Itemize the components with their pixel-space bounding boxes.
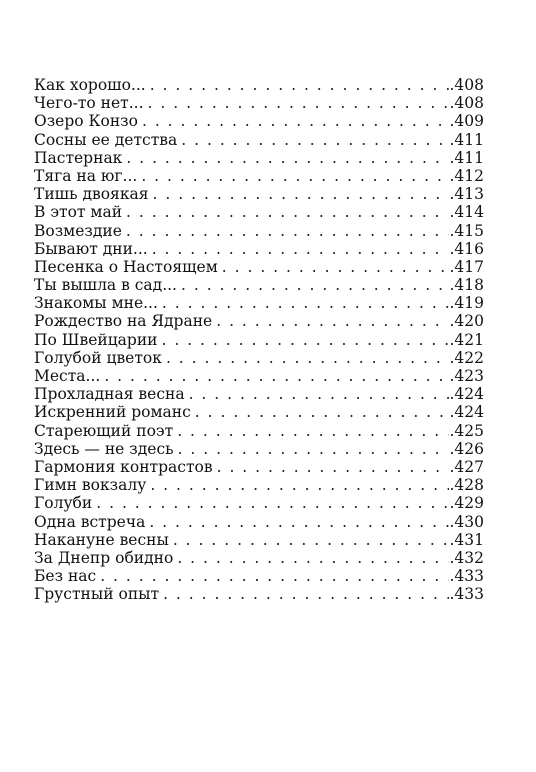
toc-entry-page: .425 [449,421,484,440]
toc-entry [34,331,484,349]
toc-entry-page: .408 [449,94,484,113]
toc-entry-title: Тяга на юг... [34,166,138,185]
toc-entry [34,367,484,385]
toc-entry [34,403,484,421]
toc-entry [34,513,484,531]
toc-entry-title: Песенка о Настоящем [34,257,218,276]
toc-entry [34,112,484,130]
toc-entry-page: .419 [449,294,484,313]
toc-entry [34,458,484,476]
toc-entry-title: Прохладная весна [34,385,185,404]
toc-dot-leader [222,258,450,276]
toc-entry [34,349,484,367]
toc-entry-page: .428 [449,476,484,495]
toc-dot-leader [142,112,450,130]
toc-entry-page: .416 [449,239,484,258]
toc-dot-leader [104,367,449,385]
toc-dot-leader [162,294,450,312]
toc-entry-page: .427 [449,457,484,476]
toc-entry-page: .415 [449,221,484,240]
toc-entry-title: Тишь двоякая [34,185,149,204]
toc-dot-leader [189,385,450,403]
toc-dot-leader [141,167,449,185]
toc-entry-title: Гармония контрастов [34,457,213,476]
toc-dot-leader [162,331,450,349]
toc-entry-title: Чего-то нет... [34,94,144,113]
toc-dot-leader [195,403,450,421]
toc-entry-page: .426 [449,439,484,458]
toc-entry-title: Без нас [34,567,97,586]
toc-entry [34,276,484,294]
toc-entry-title: Искренний романс [34,403,191,422]
toc-entry-page: .412 [449,166,484,185]
toc-entry-title: Одна встреча [34,512,146,531]
toc-entry-title: Знакомы мне... [34,294,158,313]
toc-entry-title: Сосны ее детства [34,130,178,149]
toc-entry-title: По Швейцарии [34,330,158,349]
toc-dot-leader [153,185,450,203]
toc-entry-title: Грустный опыт [34,585,160,604]
toc-entry-page: .433 [449,585,484,604]
toc-entry-title: За Днепр обидно [34,548,174,567]
toc-entry-page: .417 [449,257,484,276]
toc-dot-leader [96,494,449,512]
toc-dot-leader [126,149,449,167]
toc-entry-title: Бывают дни... [34,239,148,258]
toc-entry [34,385,484,403]
toc-entry [34,222,484,240]
toc-entry-page: .413 [449,185,484,204]
toc-entry-page: .424 [449,403,484,422]
toc-entry [34,567,484,585]
toc-entry [34,203,484,221]
toc-entry [34,422,484,440]
toc-dot-leader [163,585,449,603]
toc-dot-leader [181,131,449,149]
toc-entry-title: Голубой цветок [34,348,162,367]
toc-entry-title: Голуби [34,494,93,513]
toc-dot-leader [178,440,450,458]
toc-entry-page: .408 [449,76,484,94]
toc-dot-leader [217,458,450,476]
toc-entry-page: .423 [449,367,484,385]
toc-dot-leader [152,240,450,258]
toc-entry [34,94,484,112]
toc-entry-page: .411 [449,148,484,167]
toc-entry-page: .430 [449,512,484,531]
toc-entry [34,258,484,276]
toc-entry-page: .422 [449,348,484,367]
toc-entry [34,531,484,549]
toc-entry-title: Места... [34,367,101,385]
toc-entry [34,240,484,258]
toc-dot-leader [173,531,450,549]
toc-dot-leader [150,76,450,94]
toc-entry [34,476,484,494]
toc-entry-page: .432 [449,548,484,567]
toc-entry [34,440,484,458]
toc-entry-title: Накануне весны [34,530,169,549]
toc-entry-title: Ты вышла в сад... [34,276,177,295]
toc-entry-title: Пастернак [34,148,123,167]
toc-entry-title: Возмездие [34,221,122,240]
toc-entry [34,131,484,149]
toc-entry-title: Рождество на Ядране [34,312,213,331]
table-of-contents [34,76,484,603]
toc-entry [34,312,484,330]
toc-dot-leader [216,312,449,330]
toc-entry-page: .431 [449,530,484,549]
toc-entry-title: Как хорошо... [34,76,146,94]
toc-entry [34,585,484,603]
toc-entry-title: В этот май [34,203,123,222]
toc-entry-page: .429 [449,494,484,513]
toc-entry [34,494,484,512]
toc-entry-page: .414 [449,203,484,222]
toc-entry-page: .411 [449,130,484,149]
toc-entry-title: Здесь — не здесь [34,439,174,458]
toc-entry-page: .421 [449,330,484,349]
toc-entry-title: Стареющий поэт [34,421,174,440]
toc-dot-leader [177,422,449,440]
toc-dot-leader [149,513,449,531]
toc-dot-leader [166,349,450,367]
toc-dot-leader [100,567,449,585]
toc-entry-title: Озеро Конзо [34,112,138,131]
toc-entry [34,167,484,185]
toc-entry-page: .420 [449,312,484,331]
toc-dot-leader [177,549,449,567]
toc-entry [34,76,484,94]
toc-entry [34,549,484,567]
toc-entry-page: .433 [449,567,484,586]
toc-entry-page: .418 [449,276,484,295]
toc-dot-leader [126,203,449,221]
toc-dot-leader [181,276,449,294]
toc-entry-page: .424 [449,385,484,404]
toc-entry-page: .409 [449,112,484,131]
toc-entry [34,185,484,203]
toc-dot-leader [150,476,449,494]
toc-dot-leader [148,94,450,112]
toc-dot-leader [126,222,450,240]
toc-entry [34,149,484,167]
toc-entry [34,294,484,312]
toc-entry-title: Гимн вокзалу [34,476,147,495]
